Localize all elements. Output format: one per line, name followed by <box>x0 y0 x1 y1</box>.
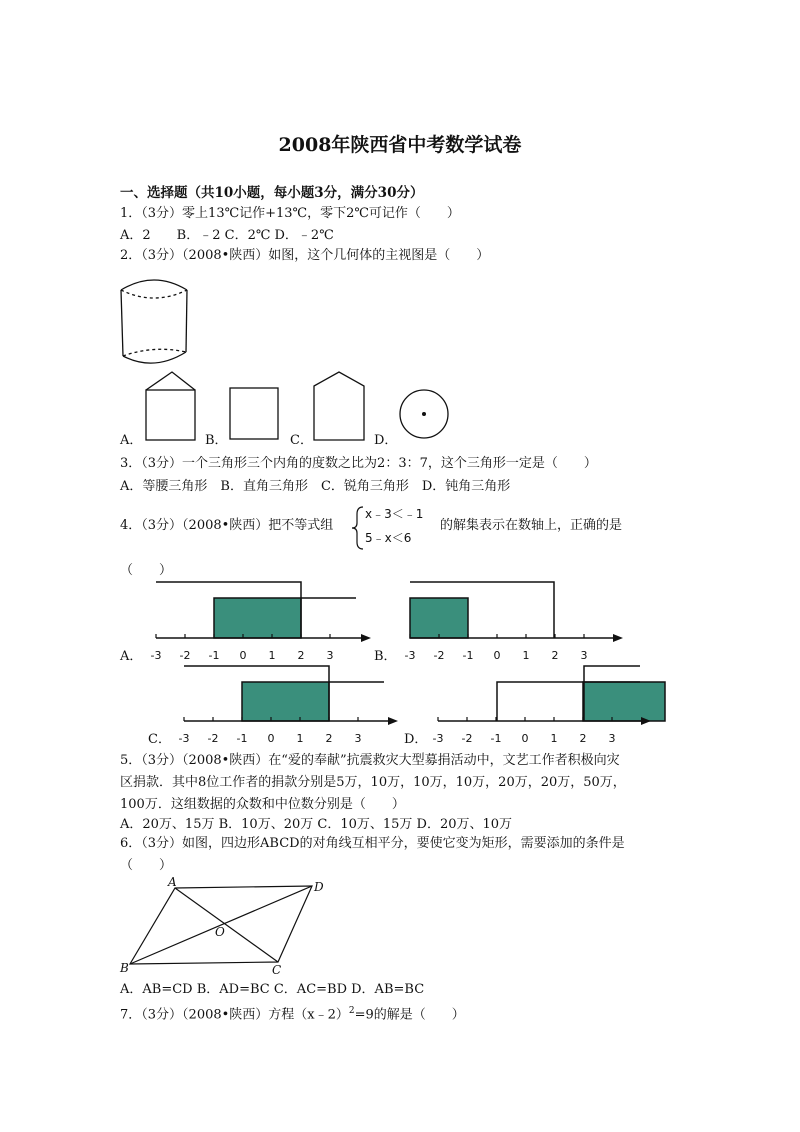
q4-option-a-tick-label: -3 <box>150 649 162 662</box>
q2-label-d: D． <box>374 433 398 448</box>
q2-stem: 2．（3分）（2008•陕西）如图，这个几何体的主视图是（ ） <box>120 248 490 263</box>
q2-label-b: B． <box>205 433 228 448</box>
q4-option-c-solution-region <box>242 682 329 721</box>
point-d-label: D <box>314 880 324 894</box>
q4-inequality-2: 5﹣x＜6 <box>365 531 412 545</box>
q7-exponent: 2 <box>348 1006 355 1016</box>
q5-line-3: 100万．这组数据的众数和中位数分别是（ ） <box>120 797 405 812</box>
q4-option-b-tick-label: -1 <box>462 649 474 662</box>
q4-option-c-tick-label: 2 <box>325 732 333 745</box>
q4-option-b-solution-region <box>410 598 468 638</box>
q4-option-a-axis-arrow <box>361 634 371 642</box>
q4-option-d-tick-label: 0 <box>521 732 529 745</box>
q3-stem: 3．（3分）一个三角形三个内角的度数之比为2：3：7，这个三角形一定是（ ） <box>120 456 597 471</box>
solid-left-edge <box>121 290 123 356</box>
q4-option-d-tick-label: -2 <box>461 732 473 745</box>
q4-option-c-axis-arrow <box>388 717 398 725</box>
q4-option-a-tick-label: -1 <box>208 649 220 662</box>
q6-line-1: 6．（3分）如图，四边形ABCD的对角线互相平分，要使它变为矩形，需要添加的条件是 <box>120 836 625 851</box>
q4-answer-paren: （ ） <box>120 563 173 578</box>
q7-stem-b: =9的解是（ ） <box>354 1007 465 1023</box>
q4-option-a-tick-label: -2 <box>179 649 191 662</box>
solid-right-edge <box>186 290 187 352</box>
q4-option-b-tick-label: 1 <box>522 649 530 662</box>
q4-label-b: B． <box>374 649 397 664</box>
q2-option-a-figure <box>146 372 195 440</box>
q4-option-a-tick-label: 3 <box>326 649 334 662</box>
q4-option-b-tick-label: 2 <box>551 649 559 662</box>
q4-option-d-tick-label: -3 <box>432 732 444 745</box>
q4-option-b-tick-label: -2 <box>433 649 445 662</box>
page-title: 2008年陕西省中考数学试卷 <box>278 134 522 156</box>
q5-line-2: 区捐款．其中8位工作者的捐款分别是5万，10万，10万，10万，20万，20万，50万， <box>120 775 626 790</box>
q7-stem-a: 7．（3分）（2008•陕西）方程（x﹣2） <box>120 1007 349 1023</box>
solid-top-back-arc <box>121 290 187 298</box>
section-heading: 一、选择题（共10小题，每小题3分，满分30分） <box>120 185 424 201</box>
q4-inequality-1: x﹣3＜﹣1 <box>365 507 424 521</box>
q5-options: A．20万、15万 B．10万、20万 C．10万、15万 D．20万、10万 <box>120 817 513 832</box>
q4-option-a-solution-region <box>214 598 301 638</box>
q4-option-d-tick-label: 1 <box>550 732 558 745</box>
q4-label-c: C． <box>148 732 171 747</box>
q4-option-d-tick-label: 2 <box>579 732 587 745</box>
q4-option-c-tick-label: -1 <box>236 732 248 745</box>
diagonal-ac <box>175 888 278 962</box>
q4-option-c-tick-label: -2 <box>207 732 219 745</box>
q2-solid-figure <box>121 280 187 363</box>
q4-option-d-tick-label: -1 <box>490 732 502 745</box>
point-a-label: A <box>168 875 177 889</box>
q4-option-c-tick-label: -3 <box>178 732 190 745</box>
q4-option-b-tick-label: 0 <box>493 649 501 662</box>
q4-inequality-brace <box>352 507 363 549</box>
q4-option-c-tick-label: 3 <box>354 732 362 745</box>
q4-option-a-tick-label: 2 <box>297 649 305 662</box>
q1-stem: 1．（3分）零上13℃记作+13℃，零下2℃可记作（ ） <box>120 206 460 221</box>
q4-label-d: D． <box>404 732 428 747</box>
q4-option-d-tick-label: 3 <box>608 732 616 745</box>
point-b-label: B <box>120 961 129 975</box>
q2-option-d-figure <box>400 390 448 438</box>
point-c-label: C <box>272 963 282 977</box>
solid-bottom-hidden-arc <box>123 349 186 356</box>
q4-option-b-tick-label: -3 <box>404 649 416 662</box>
point-o-label: O <box>215 925 225 939</box>
q2-option-c-figure <box>314 372 364 440</box>
solid-top-front-arc <box>121 280 187 290</box>
q6-line-2: （ ） <box>120 858 173 873</box>
q4-stem-b: 的解集表示在数轴上，正确的是 <box>440 518 623 533</box>
q2-label-a: A． <box>120 433 143 448</box>
q4-option-a-tick-label: 0 <box>239 649 247 662</box>
q4-label-a: A． <box>120 649 143 664</box>
solid-bottom-arc <box>123 352 186 363</box>
q2-option-b-figure <box>230 388 278 439</box>
q1-options: A．2 B．﹣2 C．2℃ D．﹣2℃ <box>120 228 334 243</box>
q5-line-1: 5．（3分）（2008•陕西）在“爱的奉献”抗震救灾大型募捐活动中，文艺工作者积极向灾 <box>120 753 620 768</box>
q4-option-c-tick-label: 1 <box>296 732 304 745</box>
q4-stem-a: 4．（3分）（2008•陕西）把不等式组 <box>120 518 334 533</box>
q2-label-c: C． <box>290 433 313 448</box>
q4-option-b-axis-arrow <box>613 634 623 642</box>
q3-options: A．等腰三角形 B．直角三角形 C．锐角三角形 D．钝角三角形 <box>120 479 511 494</box>
q6-options: A．AB=CD B．AD=BC C．AC=BD D．AB=BC <box>120 982 425 997</box>
q4-option-d-solution-region <box>583 682 665 721</box>
q4-option-a-tick-label: 1 <box>268 649 276 662</box>
q4-option-c-tick-label: 0 <box>267 732 275 745</box>
q4-option-b-tick-label: 3 <box>580 649 588 662</box>
